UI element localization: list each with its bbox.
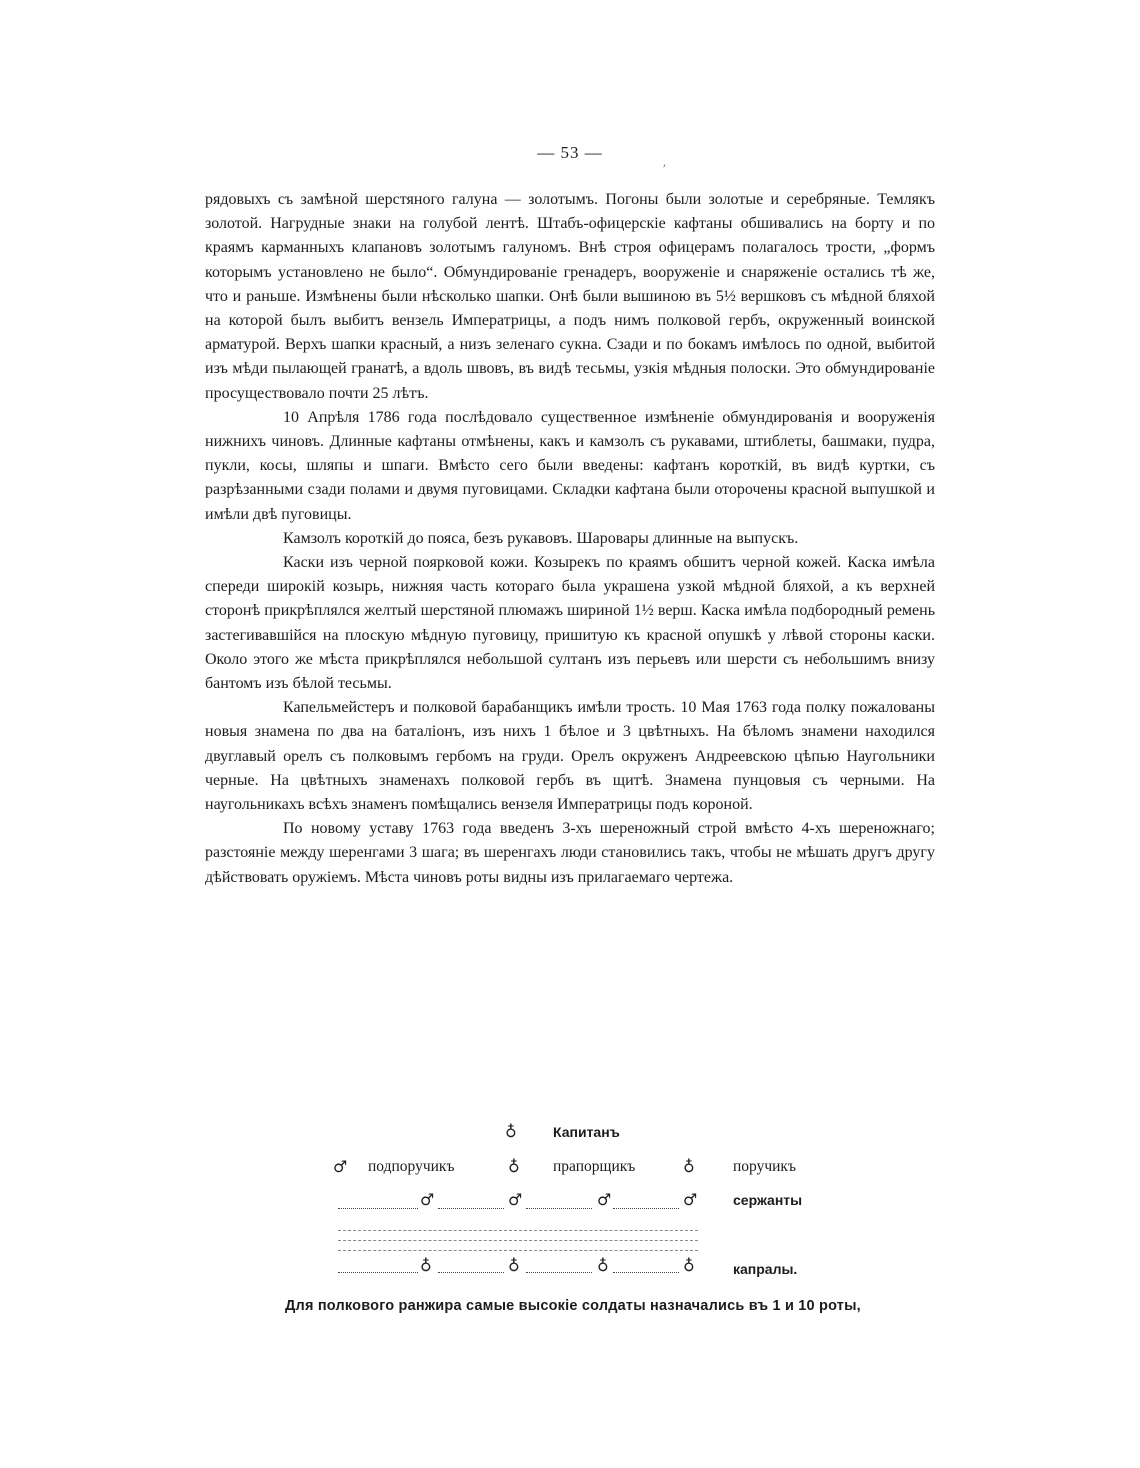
rank-line xyxy=(338,1240,698,1241)
corporal-marker-icon: ♁ xyxy=(508,1256,520,1275)
paragraph: Каски изъ черной поярковой кожи. Козырекъ по краямъ обшитъ черной кожей. Каска имѣла спереди широкій козырь, нижняя часть котораго была украшена узкой мѣдной бляхой, а къ верхней сторонѣ прикрѣплялся желтый шерстяной плюмажъ шириной 1½ верш. Каска имѣла подбородный ремень застегивавшійся на плоскую мѣдную пуговицу, пришитую къ красной опушкѣ у лѣвой стороны каски. Около этого же мѣста прикрѣплялся небольшой султанъ изъ перьевъ или шерсти съ небольшимъ внизу бантомъ изъ бѣлой тесьмы. xyxy=(205,554,935,693)
ensign-label: прапорщикъ xyxy=(553,1158,636,1175)
sub-lieutenant-label: подпоручикъ xyxy=(368,1158,455,1175)
sergeant-marker-icon: ♂ xyxy=(420,1190,435,1209)
sergeant-marker-icon: ♂ xyxy=(683,1190,698,1209)
rank-line xyxy=(338,1250,698,1251)
corporal-marker-icon: ♁ xyxy=(597,1256,609,1275)
captain-label: Капитанъ xyxy=(553,1124,620,1140)
company-formation-diagram xyxy=(0,1120,1140,1300)
rank-line xyxy=(613,1272,679,1273)
paragraph: 10 Апрѣля 1786 года послѣдовало существенное измѣненіе обмундированія и вооруженія нижнихъ чиновъ. Длинные кафтаны отмѣнены, какъ и камзолъ съ рукавами, штиблеты, башмаки, пудра, пукли, косы, шляпы и шпаги. Вмѣсто сего были введены: кафтанъ короткій, въ видѣ куртки, съ разрѣзанными сзади полами и двумя пуговицами. Складки кафтана были оторочены красной выпушкой и имѣли двѣ пуговицы. xyxy=(205,408,935,523)
corporal-marker-icon: ♁ xyxy=(683,1256,695,1275)
lieutenant-label: поручикъ xyxy=(733,1158,796,1175)
rank-line xyxy=(526,1208,592,1209)
paragraph: Камзолъ короткій до пояса, безъ рукавовъ. Шаровары длинные на выпускъ. xyxy=(283,529,799,547)
paragraph: рядовыхъ съ замѣной шерстяного галуна — золотымъ. Погоны были золотые и серебряные. Темлякъ золотой. Нагрудные знаки на голубой лентѣ. Штабъ-офицерскіе кафтаны обшивались на борту и по краямъ карманныхъ клапановъ золотымъ галуномъ. Внѣ строя офицерамъ полагалось трости, „формъ которымъ установлено не было“. Обмундированіе гренадеръ, вооруженіе и снаряженіе остались тѣ же, что и раньше. Измѣнены были нѣсколько шапки. Онѣ были вышиною въ 5½ вершковъ съ мѣдной бляхой на которой былъ выбитъ вензель Императрицы, а подъ нимъ полковой гербъ, окруженный воинской арматурой. Верхъ шапки красный, а низъ зеленаго сукна. Сзади и по бокамъ имѣлось по одной, выбитой изъ мѣди пылающей гранатѣ, а вдоль швовъ, въ видѣ тесьмы, узкія мѣдныя полоски. Это обмундированіе просуществовало почти 25 лѣтъ. xyxy=(205,191,935,402)
sergeant-marker-icon: ♂ xyxy=(597,1190,612,1209)
captain-marker-icon: ♁ xyxy=(505,1122,517,1141)
rank-line xyxy=(438,1272,504,1273)
paragraph: По новому уставу 1763 года введенъ 3-хъ шереножный строй вмѣсто 4-хъ шереножнаго; разстояніе между шеренгами 3 шага; въ шеренгахъ люди становились такъ, чтобы не мѣшать другъ другу дѣйствовать оружіемъ. Мѣста чиновъ роты видны изъ прилагаемаго чертежа. xyxy=(205,820,935,886)
main-text xyxy=(205,188,935,890)
rank-line xyxy=(438,1208,504,1209)
rank-line xyxy=(338,1272,418,1273)
corporals-label: капралы. xyxy=(733,1261,798,1277)
ink-speck: ׳ xyxy=(663,160,666,174)
page-number: — 53 — xyxy=(537,143,603,162)
final-line: Для полкового ранжира самые высокіе солдаты назначались въ 1 и 10 роты, xyxy=(285,1298,861,1314)
rank-line xyxy=(338,1208,418,1209)
paragraph: Капельмейстеръ и полковой барабанщикъ имѣли трость. 10 Мая 1763 года полку пожалованы новыя знамена по два на баталіонъ, изъ нихъ 1 бѣлое и 3 цвѣтныхъ. На бѣломъ знамени находился двуглавый орелъ съ полковымъ гербомъ на груди. Орелъ окруженъ Андреевскою цѣпью Наугольники черные. На цвѣтныхъ знаменахъ полковой гербъ въ щитѣ. Знамена пунцовыя съ черными. На наугольникахъ всѣхъ знаменъ помѣщались вензеля Императрицы подъ короной. xyxy=(205,699,935,814)
sergeant-marker-icon: ♂ xyxy=(508,1190,523,1209)
officer-marker-icon: ♁ xyxy=(508,1157,520,1176)
officer-marker-icon: ♁ xyxy=(683,1157,695,1176)
rank-line xyxy=(526,1272,592,1273)
officer-marker-icon: ♂ xyxy=(333,1157,348,1176)
rank-line xyxy=(338,1230,698,1231)
corporal-marker-icon: ♁ xyxy=(420,1256,432,1275)
sergeants-label: сержанты xyxy=(733,1192,803,1208)
rank-line xyxy=(613,1208,679,1209)
